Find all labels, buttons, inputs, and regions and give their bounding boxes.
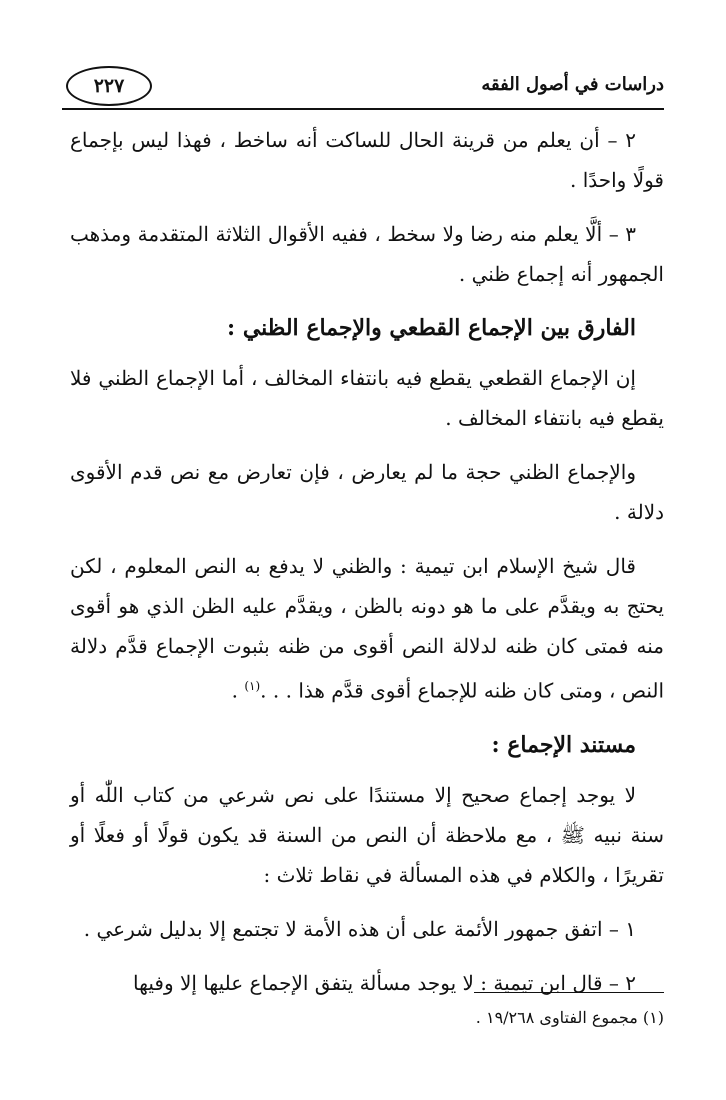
- quote-text: قال شيخ الإسلام ابن تيمية : والظني لا يدفع به النص المعلوم ، لكن يحتج به ويقدَّم على ما هو دونه بالظن ، ويقدَّم عليه الظن الذي هو أقوى منه فمتى كان ظنه لدلالة النص أقوى من ظنه بثبوت الإجماع قدَّم دلالة النص ، ومتى كان ظنه للإجماع أقوى قدَّم هذا . . .: [70, 554, 664, 703]
- paragraph-basis-point-2: ٢ – قال ابن تيمية : لا يوجد مسألة يتفق الإجماع عليها إلا وفيها: [133, 970, 636, 995]
- paragraph-point-3: ٣ – ألَّا يعلم منه رضا ولا سخط ، ففيه الأقوال الثلاثة المتقدمة ومذهب الجمهور أنه إجماع ظني .: [70, 222, 664, 286]
- paragraph-basis-intro: لا يوجد إجماع صحيح إلا مستندًا على نص شرعي من كتاب اللّٰه أو سنة نبيه ﷺ ، مع ملاحظة أن النص من السنة قد يكون قولًا أو فعلًا أو تقريرًا ، والكلام في هذه المسألة في نقاط ثلاث :: [70, 782, 664, 887]
- footnote: (١) مجموع الفتاوى ١٩/٢٦٨ .: [475, 1008, 664, 1027]
- section-heading-basis: مستند الإجماع :: [491, 731, 636, 758]
- page-header: [62, 58, 664, 110]
- running-title: دراسات في أصول الفقه: [481, 74, 664, 95]
- footnote-reference: (١): [244, 679, 261, 693]
- footnote-rule: [474, 992, 664, 993]
- paragraph-presumptive-proof: والإجماع الظني حجة ما لم يعارض ، فإن تعارض مع نص قدم الأقوى دلالة .: [70, 460, 664, 524]
- main-text: [70, 120, 664, 1017]
- page-number-badge: ٢٢٧: [66, 66, 152, 106]
- quote-end: .: [231, 678, 245, 703]
- paragraph-ibn-taymiyyah-quote: [70, 546, 664, 711]
- header-rule: [62, 108, 664, 110]
- paragraph-point-2: ٢ – أن يعلم من قرينة الحال للساكت أنه ساخط ، فهذا ليس بإجماع قولًا واحدًا .: [70, 128, 664, 192]
- section-heading-difference: الفارق بين الإجماع القطعي والإجماع الظني :: [227, 315, 636, 341]
- paragraph-definite-vs-presumptive: إن الإجماع القطعي يقطع فيه بانتفاء المخالف ، أما الإجماع الظني فلا يقطع فيه بانتفاء المخالف .: [70, 366, 664, 430]
- paragraph-basis-point-1: ١ – اتفق جمهور الأئمة على أن هذه الأمة لا تجتمع إلا بدليل شرعي .: [83, 916, 636, 941]
